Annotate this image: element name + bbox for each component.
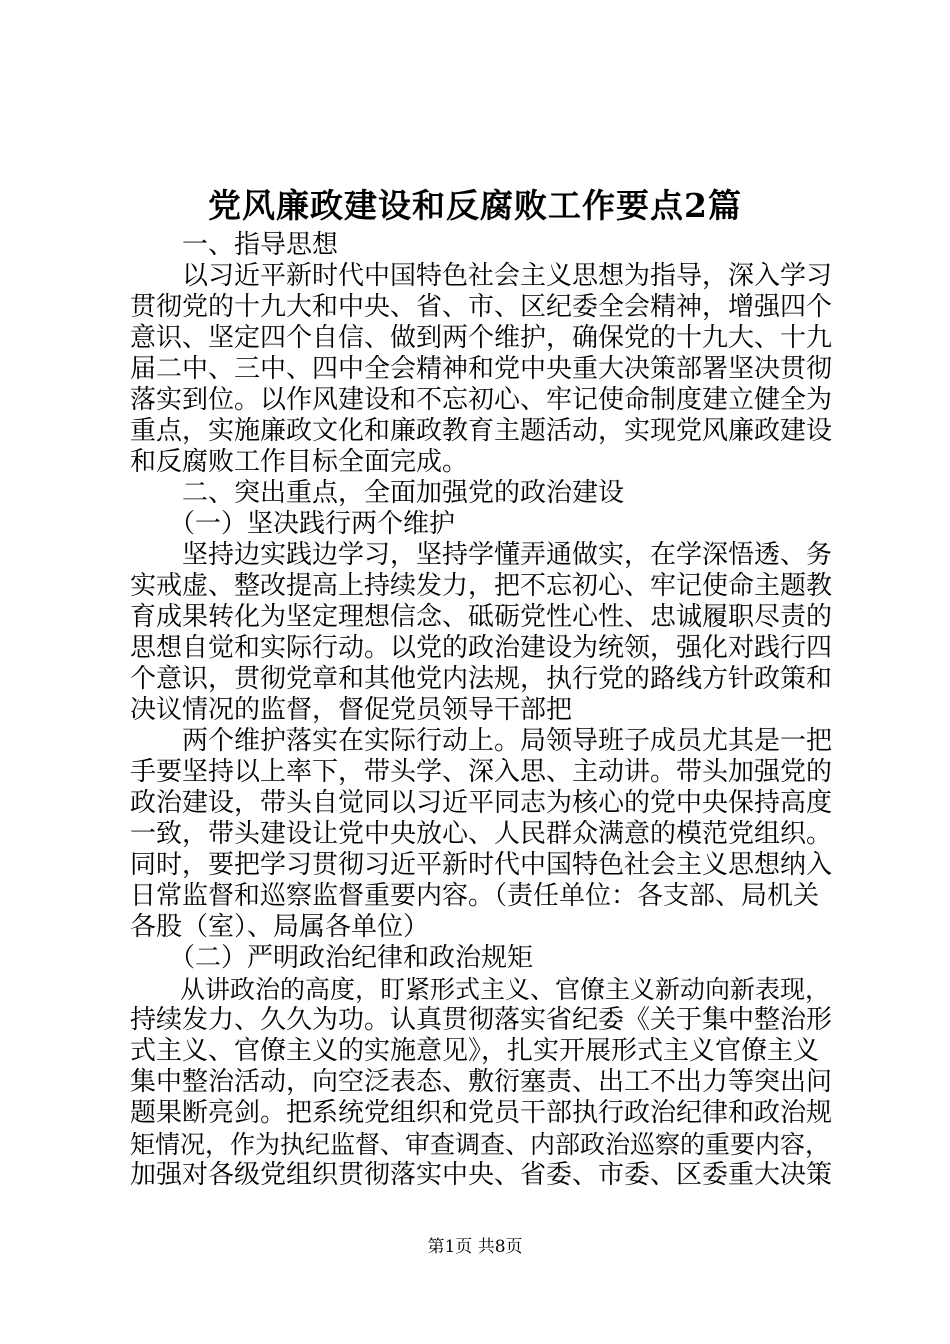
text-line: 育成果转化为坚定理想信念、砥砺党性心性、忠诚履职尽责的 bbox=[130, 602, 833, 632]
text-line: （二）严明政治纪律和政治规矩 bbox=[130, 943, 534, 973]
page-footer: 第1页 共8页 bbox=[427, 1237, 523, 1257]
text-line: 一、指导思想 bbox=[130, 230, 339, 260]
text-line: 决议情况的监督，督促党员领导干部把 bbox=[130, 695, 573, 725]
text-line: 个意识，贯彻党章和其他党内法规，执行党的路线方针政策和 bbox=[130, 664, 833, 694]
text-line: 加强对各级党组织贯彻落实中央、省委、市委、区委重大决策 bbox=[130, 1160, 833, 1190]
text-line: 以习近平新时代中国特色社会主义思想为指导，深入学习 bbox=[130, 261, 833, 291]
document-body bbox=[130, 230, 832, 1191]
text-line: 坚持边实践边学习，坚持学懂弄通做实，在学深悟透、务 bbox=[130, 540, 833, 570]
text-line: 同时，要把学习贯彻习近平新时代中国特色社会主义思想纳入 bbox=[130, 850, 833, 880]
text-line: 两个维护落实在实际行动上。局领导班子成员尤其是一把 bbox=[130, 726, 833, 756]
text-line: 实戒虚、整改提高上持续发力，把不忘初心、牢记使命主题教 bbox=[130, 571, 833, 601]
text-line: 落实到位。以作风建设和不忘初心、牢记使命制度建立健全为 bbox=[130, 385, 833, 415]
text-line: 日常监督和巡察监督重要内容。（责任单位：各支部、局机关 bbox=[130, 881, 820, 911]
text-line: 手要坚持以上率下，带头学、深入思、主动讲。带头加强党的 bbox=[130, 757, 833, 787]
text-line: 各股（室）、局属各单位） bbox=[130, 912, 430, 942]
text-line: 思想自觉和实际行动。以党的政治建设为统领，强化对践行四 bbox=[130, 633, 833, 663]
text-line: （一）坚决践行两个维护 bbox=[130, 509, 456, 539]
text-line: 二、突出重点，全面加强党的政治建设 bbox=[130, 478, 625, 508]
text-line: 届二中、三中、四中全会精神和党中央重大决策部署坚决贯彻 bbox=[130, 354, 833, 384]
text-line: 重点，实施廉政文化和廉政教育主题活动，实现党风廉政建设 bbox=[130, 416, 833, 446]
text-line: 一致，带头建设让党中央放心、人民群众满意的模范党组织。 bbox=[130, 819, 833, 849]
document-title: 党风廉政建设和反腐败工作要点2篇 bbox=[208, 186, 742, 225]
text-line: 贯彻党的十九大和中央、省、市、区纪委全会精神，增强四个 bbox=[130, 292, 833, 322]
text-line: 矩情况，作为执纪监督、审查调查、内部政治巡察的重要内容， bbox=[130, 1130, 831, 1159]
text-line: 式主义、官僚主义的实施意见》，扎实开展形式主义官僚主义 bbox=[130, 1036, 820, 1066]
text-line: 意识、坚定四个自信、做到两个维护，确保党的十九大、十九 bbox=[130, 323, 833, 353]
text-line: 政治建设，带头自觉同以习近平同志为核心的党中央保持高度 bbox=[130, 788, 833, 818]
text-line: 和反腐败工作目标全面完成。 bbox=[130, 447, 469, 477]
text-line: 集中整治活动，向空泛表态、敷衍塞责、出工不出力等突出问 bbox=[130, 1067, 833, 1097]
text-line: 从讲政治的高度，盯紧形式主义、官僚主义新动向新表现， bbox=[130, 975, 831, 1004]
text-line: 持续发力、久久为功。认真贯彻落实省纪委《关于集中整治形 bbox=[130, 1005, 833, 1035]
text-line: 题果断亮剑。把系统党组织和党员干部执行政治纪律和政治规 bbox=[130, 1098, 833, 1128]
